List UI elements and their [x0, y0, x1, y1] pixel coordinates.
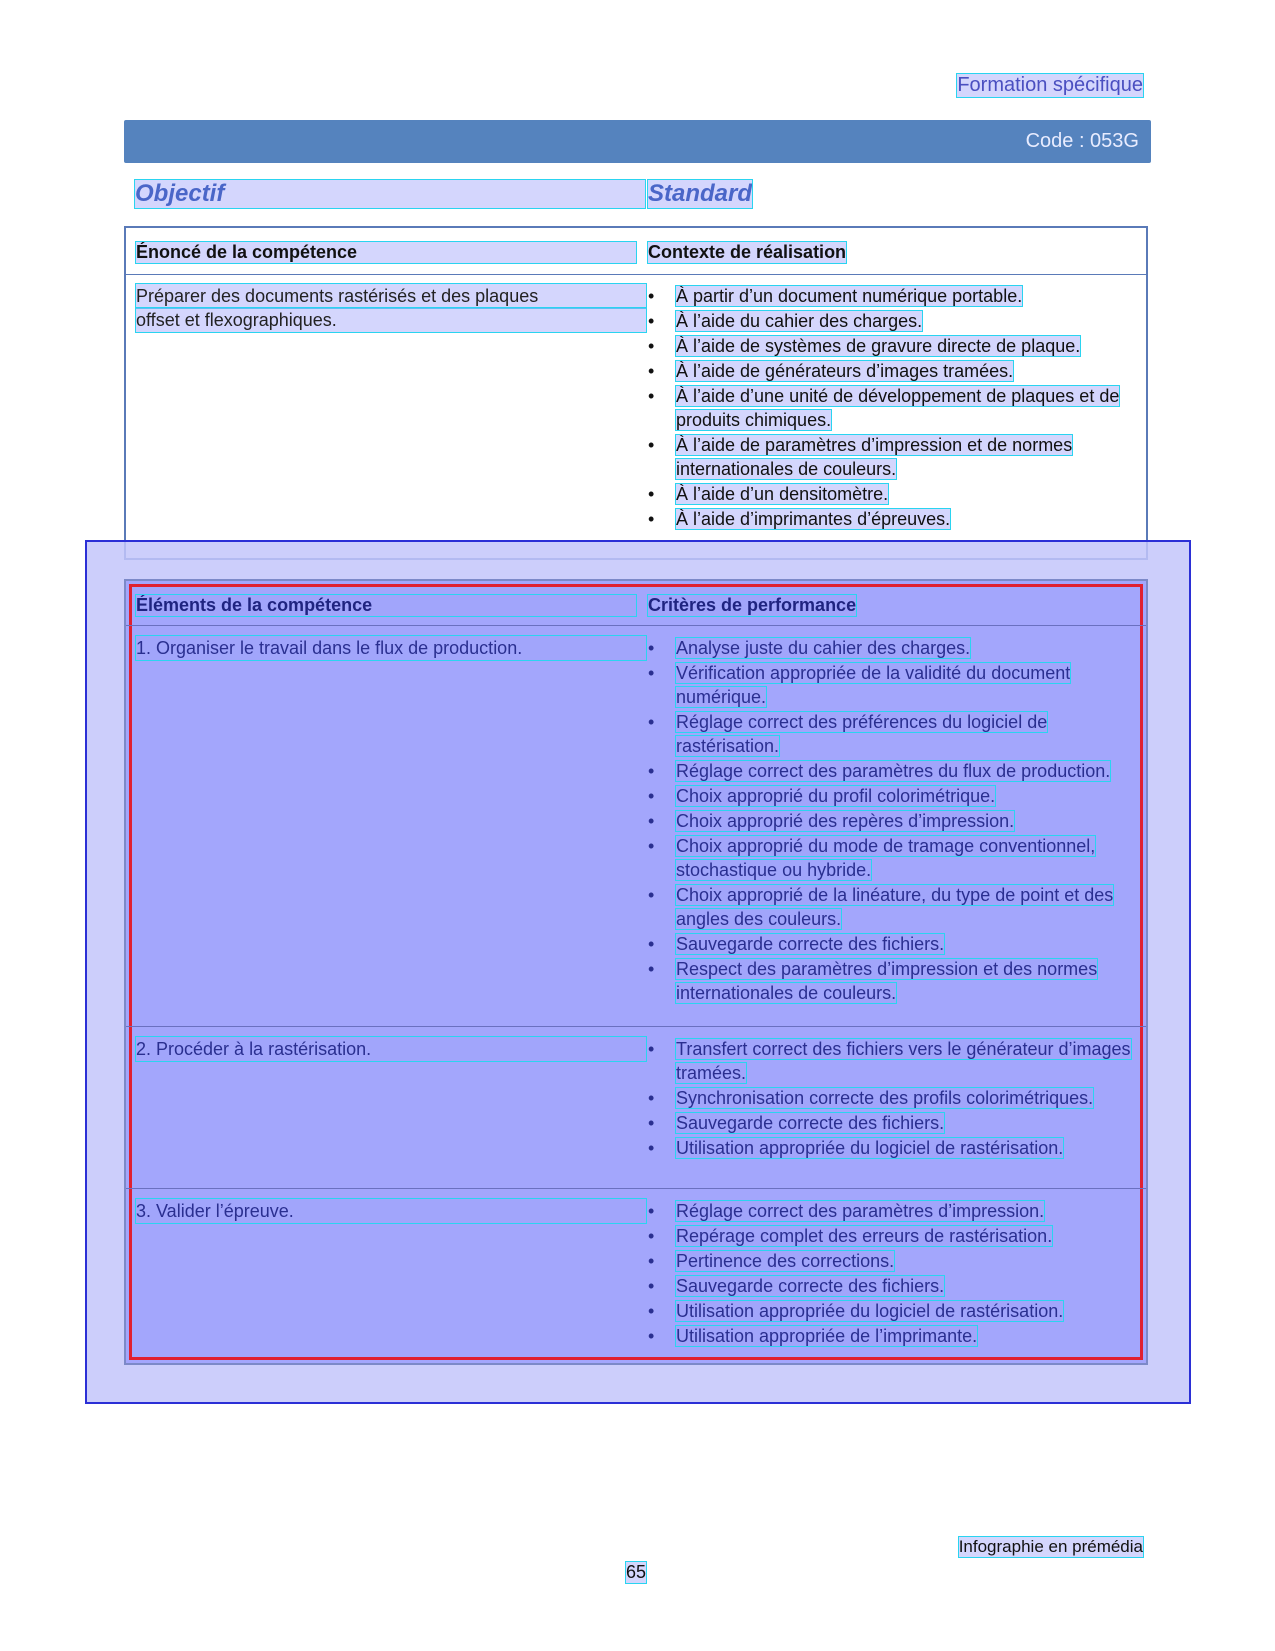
header-divider	[126, 625, 1146, 626]
program-footer: Infographie en prémédia	[958, 1537, 1143, 1556]
critere-item: • Choix approprié de la linéature, du type de point et des angles des couleurs.	[648, 885, 1114, 929]
code-bar	[124, 120, 1151, 163]
criteres-header: Critères de performance	[648, 595, 857, 615]
bullet-icon: •	[648, 712, 655, 732]
critere-item: • Réglage correct des paramètres du flux de production.	[648, 761, 1111, 781]
bullet-icon: •	[648, 811, 655, 831]
critere-item: • Analyse juste du cahier des charges.	[648, 638, 971, 658]
standard-title: Standard	[648, 180, 753, 207]
bullet-icon: •	[648, 638, 655, 658]
critere-item: • Utilisation appropriée du logiciel de rastérisation.	[648, 1301, 1064, 1321]
bullet-icon: •	[648, 386, 655, 406]
page-number: 65	[626, 1562, 647, 1582]
elements-header: Éléments de la compétence	[136, 595, 636, 616]
critere-item: • Pertinence des corrections.	[648, 1251, 895, 1271]
bullet-icon: •	[648, 509, 655, 529]
bullet-icon: •	[648, 336, 655, 356]
critere-item: • Vérification appropriée de la validité du document numérique.	[648, 663, 1071, 707]
bullet-icon: •	[648, 959, 655, 979]
enonce-line-2: offset et flexographiques.	[136, 308, 646, 332]
bullet-icon: •	[648, 663, 655, 683]
row-divider	[126, 1026, 1146, 1027]
contexte-item: • À l’aide de systèmes de gravure directe de plaque.	[648, 336, 1081, 356]
bullet-icon: •	[648, 1113, 655, 1133]
bullet-icon: •	[648, 435, 655, 455]
enonce-line-1: Préparer des documents rastérisés et des plaques	[136, 284, 646, 308]
program-header: Formation spécifique	[957, 74, 1143, 96]
bullet-icon: •	[648, 1088, 655, 1108]
criteres-list-3	[646, 1199, 1136, 1349]
bullet-icon: •	[648, 1138, 655, 1158]
bullet-icon: •	[648, 885, 655, 905]
enonce-table-header	[126, 228, 1146, 275]
bullet-icon: •	[648, 1039, 655, 1059]
bullet-icon: •	[648, 761, 655, 781]
bullet-icon: •	[648, 286, 655, 306]
critere-item: • Réglage correct des préférences du logiciel de rastérisation.	[648, 712, 1048, 756]
code-label: Code : 053G	[1025, 130, 1139, 152]
critere-item: • Sauvegarde correcte des fichiers.	[648, 934, 945, 954]
bullet-icon: •	[648, 1201, 655, 1221]
bullet-icon: •	[648, 1276, 655, 1296]
critere-item: • Repérage complet des erreurs de rastérisation.	[648, 1226, 1053, 1246]
objectif-title: Objectif	[135, 180, 645, 208]
contexte-item: • À l’aide d’imprimantes d’épreuves.	[648, 509, 951, 529]
critere-item: • Transfert correct des fichiers vers le générateur d’images tramées.	[648, 1039, 1131, 1083]
bullet-icon: •	[648, 361, 655, 381]
element-2: 2. Procéder à la rastérisation.	[136, 1037, 646, 1061]
criteres-list-2	[646, 1037, 1136, 1161]
contexte-item: • À l’aide de générateurs d’images tramées.	[648, 361, 1014, 381]
contexte-item: • À l’aide d’une unité de développement de plaques et de produits chimiques.	[648, 386, 1120, 430]
bullet-icon: •	[648, 1251, 655, 1271]
contexte-item: • À l’aide du cahier des charges.	[648, 311, 923, 331]
criteres-list-1	[646, 636, 1136, 1006]
critere-item: • Sauvegarde correcte des fichiers.	[648, 1276, 945, 1296]
contexte-item: • À l’aide d’un densitomètre.	[648, 484, 889, 504]
row-divider	[126, 1188, 1146, 1189]
bullet-icon: •	[648, 1301, 655, 1321]
critere-item: • Utilisation appropriée de l’imprimante.	[648, 1326, 978, 1346]
contexte-item: • À partir d’un document numérique portable.	[648, 286, 1023, 306]
contexte-header: Contexte de réalisation	[648, 242, 847, 262]
elements-table	[124, 579, 1148, 1365]
element-1: 1. Organiser le travail dans le flux de production.	[136, 636, 646, 660]
critere-item: • Respect des paramètres d’impression et des normes internationales de couleurs.	[648, 959, 1098, 1003]
critere-item: • Choix approprié des repères d’impression.	[648, 811, 1015, 831]
critere-item: • Choix approprié du mode de tramage conventionnel, stochastique ou hybride.	[648, 836, 1096, 880]
contexte-item: • À l’aide de paramètres d’impression et de normes internationales de couleurs.	[648, 435, 1073, 479]
bullet-icon: •	[648, 1226, 655, 1246]
bullet-icon: •	[648, 311, 655, 331]
enonce-header: Énoncé de la compétence	[136, 242, 636, 263]
element-3: 3. Valider l’épreuve.	[136, 1199, 646, 1223]
critere-item: • Utilisation appropriée du logiciel de rastérisation.	[648, 1138, 1064, 1158]
critere-item: • Synchronisation correcte des profils colorimétriques.	[648, 1088, 1094, 1108]
critere-item: • Sauvegarde correcte des fichiers.	[648, 1113, 945, 1133]
bullet-icon: •	[648, 836, 655, 856]
critere-item: • Choix approprié du profil colorimétrique.	[648, 786, 996, 806]
bullet-icon: •	[648, 1326, 655, 1346]
bullet-icon: •	[648, 484, 655, 504]
contexte-list	[646, 284, 1136, 532]
bullet-icon: •	[648, 786, 655, 806]
critere-item: • Réglage correct des paramètres d’impression.	[648, 1201, 1045, 1221]
bullet-icon: •	[648, 934, 655, 954]
enonce-table	[124, 226, 1148, 560]
